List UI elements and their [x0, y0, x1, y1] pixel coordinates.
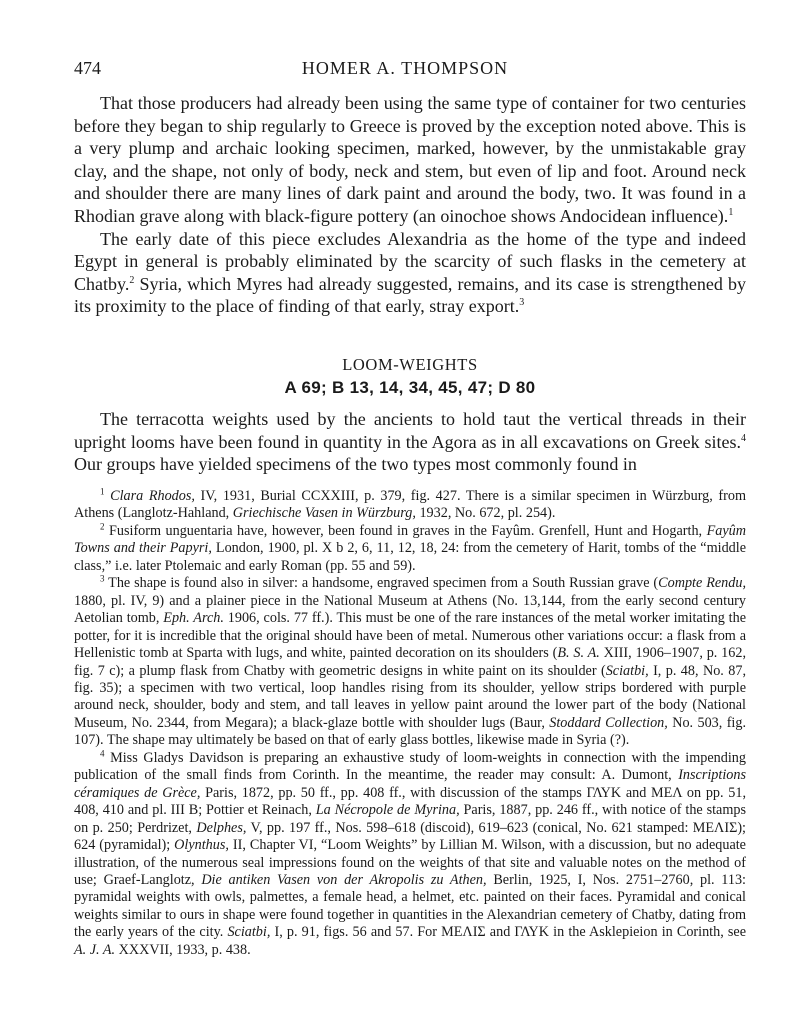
paragraph: The terracotta weights used by the ancients to hold taut the vertical threads in their upright looms have been found in quantity in the Agora as in all excavations on Greek sites.$^4$ Our groups have yielded specimens of the two types most commonly found in [74, 409, 746, 475]
footnote-3: $^3$ The shape is found also in silver: a handsome, engraved specimen from a South Russian grave (Compte Rendu, 1880, pl. IV, 9) and a plainer piece in the National Museum at Athens (No. 13,144, from the early second century Aetolian tomb, Eph. Arch. 1906, cols. 77 ff.). This must be one of the rare instances of the metal worker imitating the potter, for it is incredible that the original should have been of metal. Numerous other variations occur: a flask from a Hellenistic tomb at Sparta with lugs, and white, painted decoration on its shoulders (B. S. A. XIII, 1906–1907, p. 162, fig. 7 c); a plump flask from Chatby with geometric designs in white paint on its shoulder (Sciatbi, I, p. 48, No. 87, fig. 35); a specimen with two vertical, loop handles rising from its shoulder, yellow strips bordered with purple around neck, shoulder, body and stem, and tall leaves in yellow paint around the lower part of the body (National Museum, No. 2344, from Megara); a black-glaze bottle with shoulder lugs (Baur, Stoddard Collection, No. 503, fig. 107). The shape may ultimately be based on that of early glass bottles, likewise made in Syria (?). [74, 573, 747, 749]
paragraph: That those producers had already been using the same type of container for two centuries before they began to ship regularly to Greece is proved by the exception noted above. This is a very plump and archaic looking specimen, marked, however, by the unmistakable gray clay, and the shape, not only of body, neck and stem, but even of lip and foot. Around neck and shoulder there are many lines of dark paint and around the body, two. It was found in a Rhodian grave along with black-figure pottery (an oinochoe shows Andocidean influence).$^1$ [74, 93, 746, 226]
page-number: 474 [74, 58, 101, 78]
footnote-ref: 2 [129, 274, 135, 286]
footnote-2: $^2$ Fusiform unguentaria have, however, been found in graves in the Fayûm. Grenfell, Hunt and Hogarth, Fayûm Towns and their Papyri, London, 1900, pl. X b 2, 6, 11, 12, 18, 24: from the cemetery of Harit, tombs of the “middle class,” i.e. later Ptolemaic and early Roman (pp. 55 and 59). [74, 521, 747, 574]
running-header [74, 58, 736, 82]
running-head-title: HOMER A. THOMPSON [301, 58, 509, 78]
section-subtitle: A 69; B 13, 14, 34, 45, 47; D 80 [284, 378, 536, 397]
intro-text [74, 92, 746, 318]
footnote-ref: 1 [728, 206, 734, 218]
footnote-1: $^1$ Clara Rhodos, IV, 1931, Burial CCXXIII, p. 379, fig. 427. There is a similar specimen in Würzburg, from Athens (Langlotz-Hahland, Griechische Vasen in Würzburg, 1932, No. 672, pl. 254). [74, 486, 747, 522]
section-title: LOOM-WEIGHTS [342, 355, 478, 374]
footnote-4: $^4$ Miss Gladys Davidson is preparing an exhaustive study of loom-weights in connection with the impending publication of the small finds from Corinth. In the meantime, the reader may consult: A. Dumont, Inscriptions céramiques de Grèce, Paris, 1872, pp. 50 ff., pp. 408 ff., with discussion of the stamps ΓΛΥΚ and ΜΕΛ on pp. 51, 408, 410 and pl. III B; Pottier et Reinach, La Nécropole de Myrina, Paris, 1887, pp. 246 ff., with notice of the stamps on p. 250; Perdrizet, Delphes, V, pp. 197 ff., Nos. 598–618 (discoid), 619–623 (conical, No. 621 stamped: ΜΕΛΙΣ); 624 (pyramidal); Olynthus, II, Chapter VI, “Loom Weights” by Lillian M. Wilson, with a discussion, but no adequate illustration, of the numerous seal impressions found on the weights of that site and valuable notes on the method of use; Graef-Langlotz, Die antiken Vasen von der Akropolis zu Athen, Berlin, 1925, I, Nos. 2751–2760, pl. 113: pyramidal weights with owls, palmettes, a female head, a helmet, etc. painted on their faces. Pyramidal and conical weights similar to ours in shape were found together in quantities in the Alexandrian cemetery of Chatby, dating from the early years of the city. Sciatbi, I, p. 91, figs. 56 and 57. For ΜΕΛΙΣ and ΓΛΥΚ in the Asklepieion in Corinth, see A. J. A. XXXVII, 1933, p. 438. [74, 748, 746, 958]
paragraph: The early date of this piece excludes Alexandria as the home of the type and indeed Egypt in general is probably eliminated by the scarcity of such flasks in the cemetery at Chatby.$^2$ Syria, which Myres had already suggested, remains, and its case is strengthened by its proximity to the place of finding of that early, stray export.$^3$ [74, 228, 746, 317]
footnote-ref: 3 [519, 297, 525, 309]
footnotes [74, 488, 746, 959]
section-text [74, 408, 746, 476]
footnote-ref: 4 [741, 432, 746, 444]
